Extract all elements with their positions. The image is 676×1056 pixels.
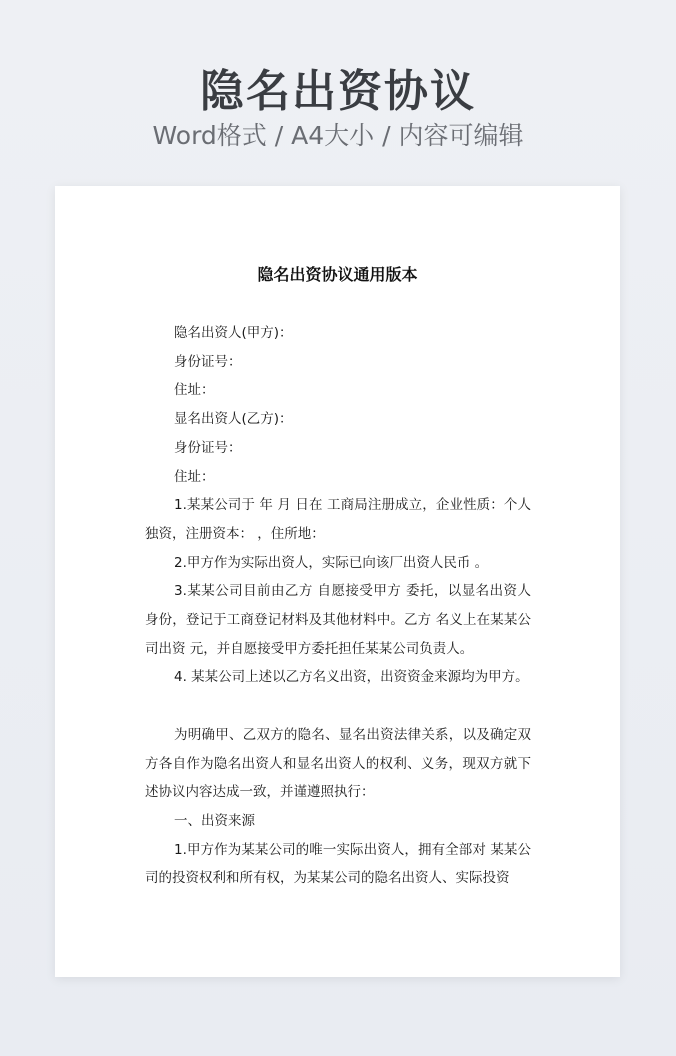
party-b-line: 显名出资人(乙方)： xyxy=(174,411,293,428)
document-body xyxy=(145,319,531,893)
party-a-address-line: 住址： xyxy=(174,382,215,399)
document-title: 隐名出资协议通用版本 xyxy=(257,265,418,284)
party-a-line: 隐名出资人(甲方)： xyxy=(174,325,293,341)
clause-3-paragraph: 3.某某公司目前由乙方 自愿接受甲方 委托，以显名出资人身份，登记于工商登记材料及其他材料中。乙方 名义上在某某公司出资 元，并自愿接受甲方委托担任某某公司负责人。 xyxy=(145,583,531,657)
party-a-id-line: 身份证号： xyxy=(174,353,242,370)
blank-line xyxy=(145,692,531,721)
section-1-heading: 一、出资来源 xyxy=(174,812,255,829)
preamble-paragraph: 为明确甲、乙双方的隐名、显名出资法律关系，以及确定双方各自作为隐名出资人和显名出资人的权利、义务，现双方就下述协议内容达成一致，并谨遵照执行： xyxy=(145,726,531,801)
clause-4-paragraph: 4. 某某公司上述以乙方名义出资，出资资金来源均为甲方。 xyxy=(174,669,529,686)
party-b-id-line: 身份证号： xyxy=(174,439,242,456)
page-subtitle: Word格式 / A4大小 / 内容可编辑 xyxy=(152,121,524,150)
page-title: 隐名出资协议 xyxy=(200,66,476,117)
clause-1-paragraph: 1.某某公司于 年 月 日在 工商局注册成立，企业性质：个人独资，注册资本： ，住所地： xyxy=(145,497,531,542)
document-page xyxy=(55,186,620,977)
party-b-address-line: 住址： xyxy=(174,468,215,485)
clause-2-paragraph: 2.甲方作为实际出资人，实际已向该厂出资人民币 。 xyxy=(174,554,489,571)
section-1-item-1-paragraph: 1.甲方作为某某公司的唯一实际出资人，拥有全部对 某某公司的投资权利和所有权，为某某公司的隐名出资人、实际投资 xyxy=(145,841,531,887)
